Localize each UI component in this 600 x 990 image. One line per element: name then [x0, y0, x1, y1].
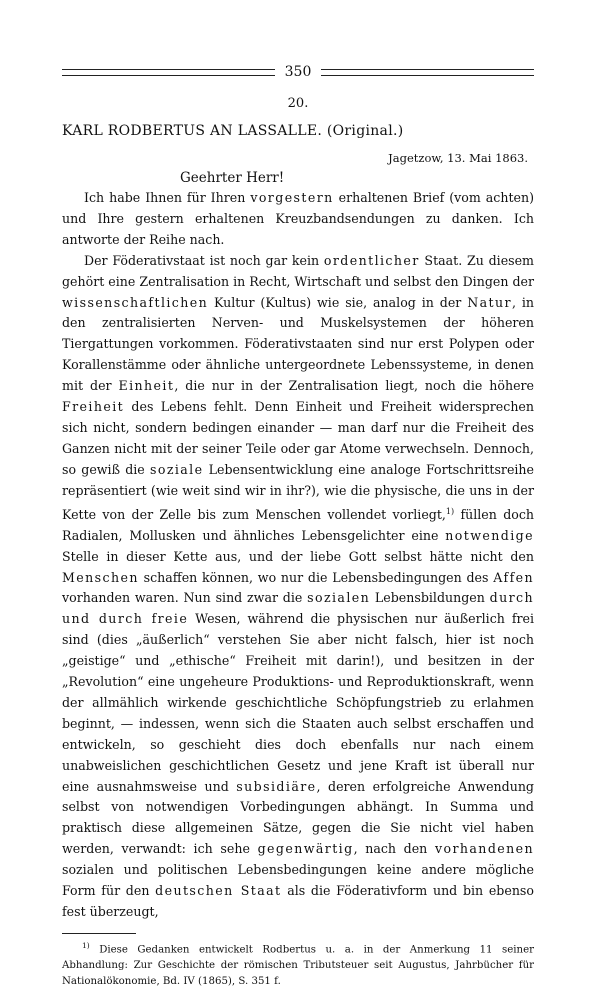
text-run: Lebensentwicklung eine analoge Fortschrittsreihe repräsentiert (wie weit sind wir in ihr?), wie die physische, die uns in der Kette von der Zelle bis zum Menschen vollendet vorliegt, [62, 461, 534, 522]
spaced-emphasis: wissenschaftlichen [62, 294, 209, 310]
text-run: Kultur (Kultus) wie sie, analog in der [208, 294, 468, 310]
spaced-emphasis: Menschen [62, 569, 139, 585]
letter-title: KARL RODBERTUS AN LASSALLE. (Original.) [62, 123, 404, 139]
spaced-emphasis: ordentlicher [323, 252, 420, 268]
page [62, 62, 534, 990]
text-run: Staat. Zu diesem gehört eine Zentralisation in Recht, Wirtschaft und selbst den Dingen der [62, 252, 534, 289]
footnote-separator [62, 933, 136, 934]
spaced-emphasis: deutschen Staat [155, 883, 282, 899]
text-run: erhaltenen Brief (vom achten) und Ihre gestern erhaltenen Kreuzbandsendungen zu danken. Ich antworte der Reihe nach. [62, 190, 534, 247]
salutation: Geehrter Herr! [180, 170, 285, 186]
text-run: Der Föderativstaat ist noch gar kein [84, 252, 324, 268]
text-run: , die nur in der Zentralisation liegt, noch die höhere [174, 378, 534, 394]
text-run: vorhanden waren. Nun sind zwar die [62, 590, 308, 606]
text-run: Lebensbildungen [370, 590, 490, 606]
dateline: Jagetzow, 13. Mai 1863. [388, 151, 528, 165]
spaced-emphasis: durch und durch freie [62, 590, 535, 627]
letter-number: 20. [287, 96, 309, 111]
spaced-emphasis: Einheit [118, 378, 175, 394]
footnote [62, 938, 534, 990]
footnote-marker: 1) [82, 940, 90, 950]
text-run: Wesen, während die physischen nur äußerlich frei sind (dies „äußerlich“ verstehen Sie aber nicht falsch, hier ist noch „geistige“ und „ethische“ Freiheit mit darin!), und besitzen in der „Revolution“ eine ungeheure Produktions- und Reproduktionskraft, wenn der allmählich wirkende geschichtliche Schöpfungstrieb zu erlahmen beginnt, — indessen, wenn sich die Staaten auch selbst erschaffen und entwickeln, so geschieht dies doch ebenfalls nur nach einem unabweislichen geschichtlichen Gesetz und jene Kraft ist überall nur eine ausnahmsweise und [62, 611, 535, 794]
spaced-emphasis: vorhandenen [434, 841, 535, 857]
spaced-emphasis: soziale [149, 461, 204, 477]
running-header [62, 62, 534, 82]
text-run: , in den zentralisierten Nerven- und Muskelsystemen der höheren Tiergattungen vorkommen. Föderativstaaten sind nur erst Polypen oder Korallenstämme oder ähnliche untergeordnete Lebenssysteme, in denen mit der [62, 294, 534, 394]
paragraph-2 [62, 251, 534, 923]
text-run: als die Föderativform und bin ebenso fest überzeugt, [62, 883, 534, 919]
footnote-text: Diese Gedanken entwickelt Rodbertus u. a. in der Anmerkung 11 seiner Abhandlung: Zur Geschichte der römischen Tributsteuer seit Augustus, Jahrbücher für Nationalökonomie, Bd. IV (1865), S. 351 f. [62, 944, 534, 988]
spaced-emphasis: Natur [467, 294, 512, 310]
text-run: , nach den [353, 841, 435, 857]
spaced-emphasis: notwendige [445, 527, 534, 543]
text-run: des Lebens fehlt. Denn Einheit und Freiheit widersprechen sich nicht, sondern bedingen einander — man darf nur die Freiheit des Ganzen nicht mit der seiner Teile oder gar Atome verwechseln. Dennoch, so gewiß die [62, 399, 534, 477]
text-run: Stelle in dieser Kette aus, und der liebe Gott selbst hätte nicht den [62, 548, 534, 564]
header-rule-left [62, 69, 275, 76]
text-run: Ich habe Ihnen für Ihren [84, 190, 251, 205]
text-run: , deren erfolgreiche Anwendung selbst von notwendigen Vorbedingungen abhängt. In Summa und praktisch diese allgemeinen Sätze, gegen die Sie nicht viel haben werden, verwandt: ich sehe [62, 778, 534, 857]
footnote-reference[interactable]: 1) [445, 506, 455, 516]
spaced-emphasis: Freiheit [62, 399, 125, 415]
text-run: füllen doch Radialen, Mollusken und ähnliches Lebensgelichter eine [62, 506, 534, 543]
spaced-emphasis: Affen [493, 569, 534, 585]
spaced-emphasis: vorgestern [250, 190, 334, 205]
text-run: sozialen und politischen Lebensbedingungen keine andere mögliche Form für den [62, 862, 534, 899]
spaced-emphasis: gegenwärtig [257, 841, 354, 857]
text-run: schaffen können, wo nur die Lebensbedingungen des [138, 569, 494, 585]
spaced-emphasis: sozialen [307, 590, 371, 606]
header-rule-right [321, 69, 534, 76]
spaced-emphasis: subsidiäre [236, 778, 317, 794]
paragraph-1 [62, 188, 534, 251]
letter-body [62, 188, 534, 923]
page-number: 350 [284, 64, 312, 80]
